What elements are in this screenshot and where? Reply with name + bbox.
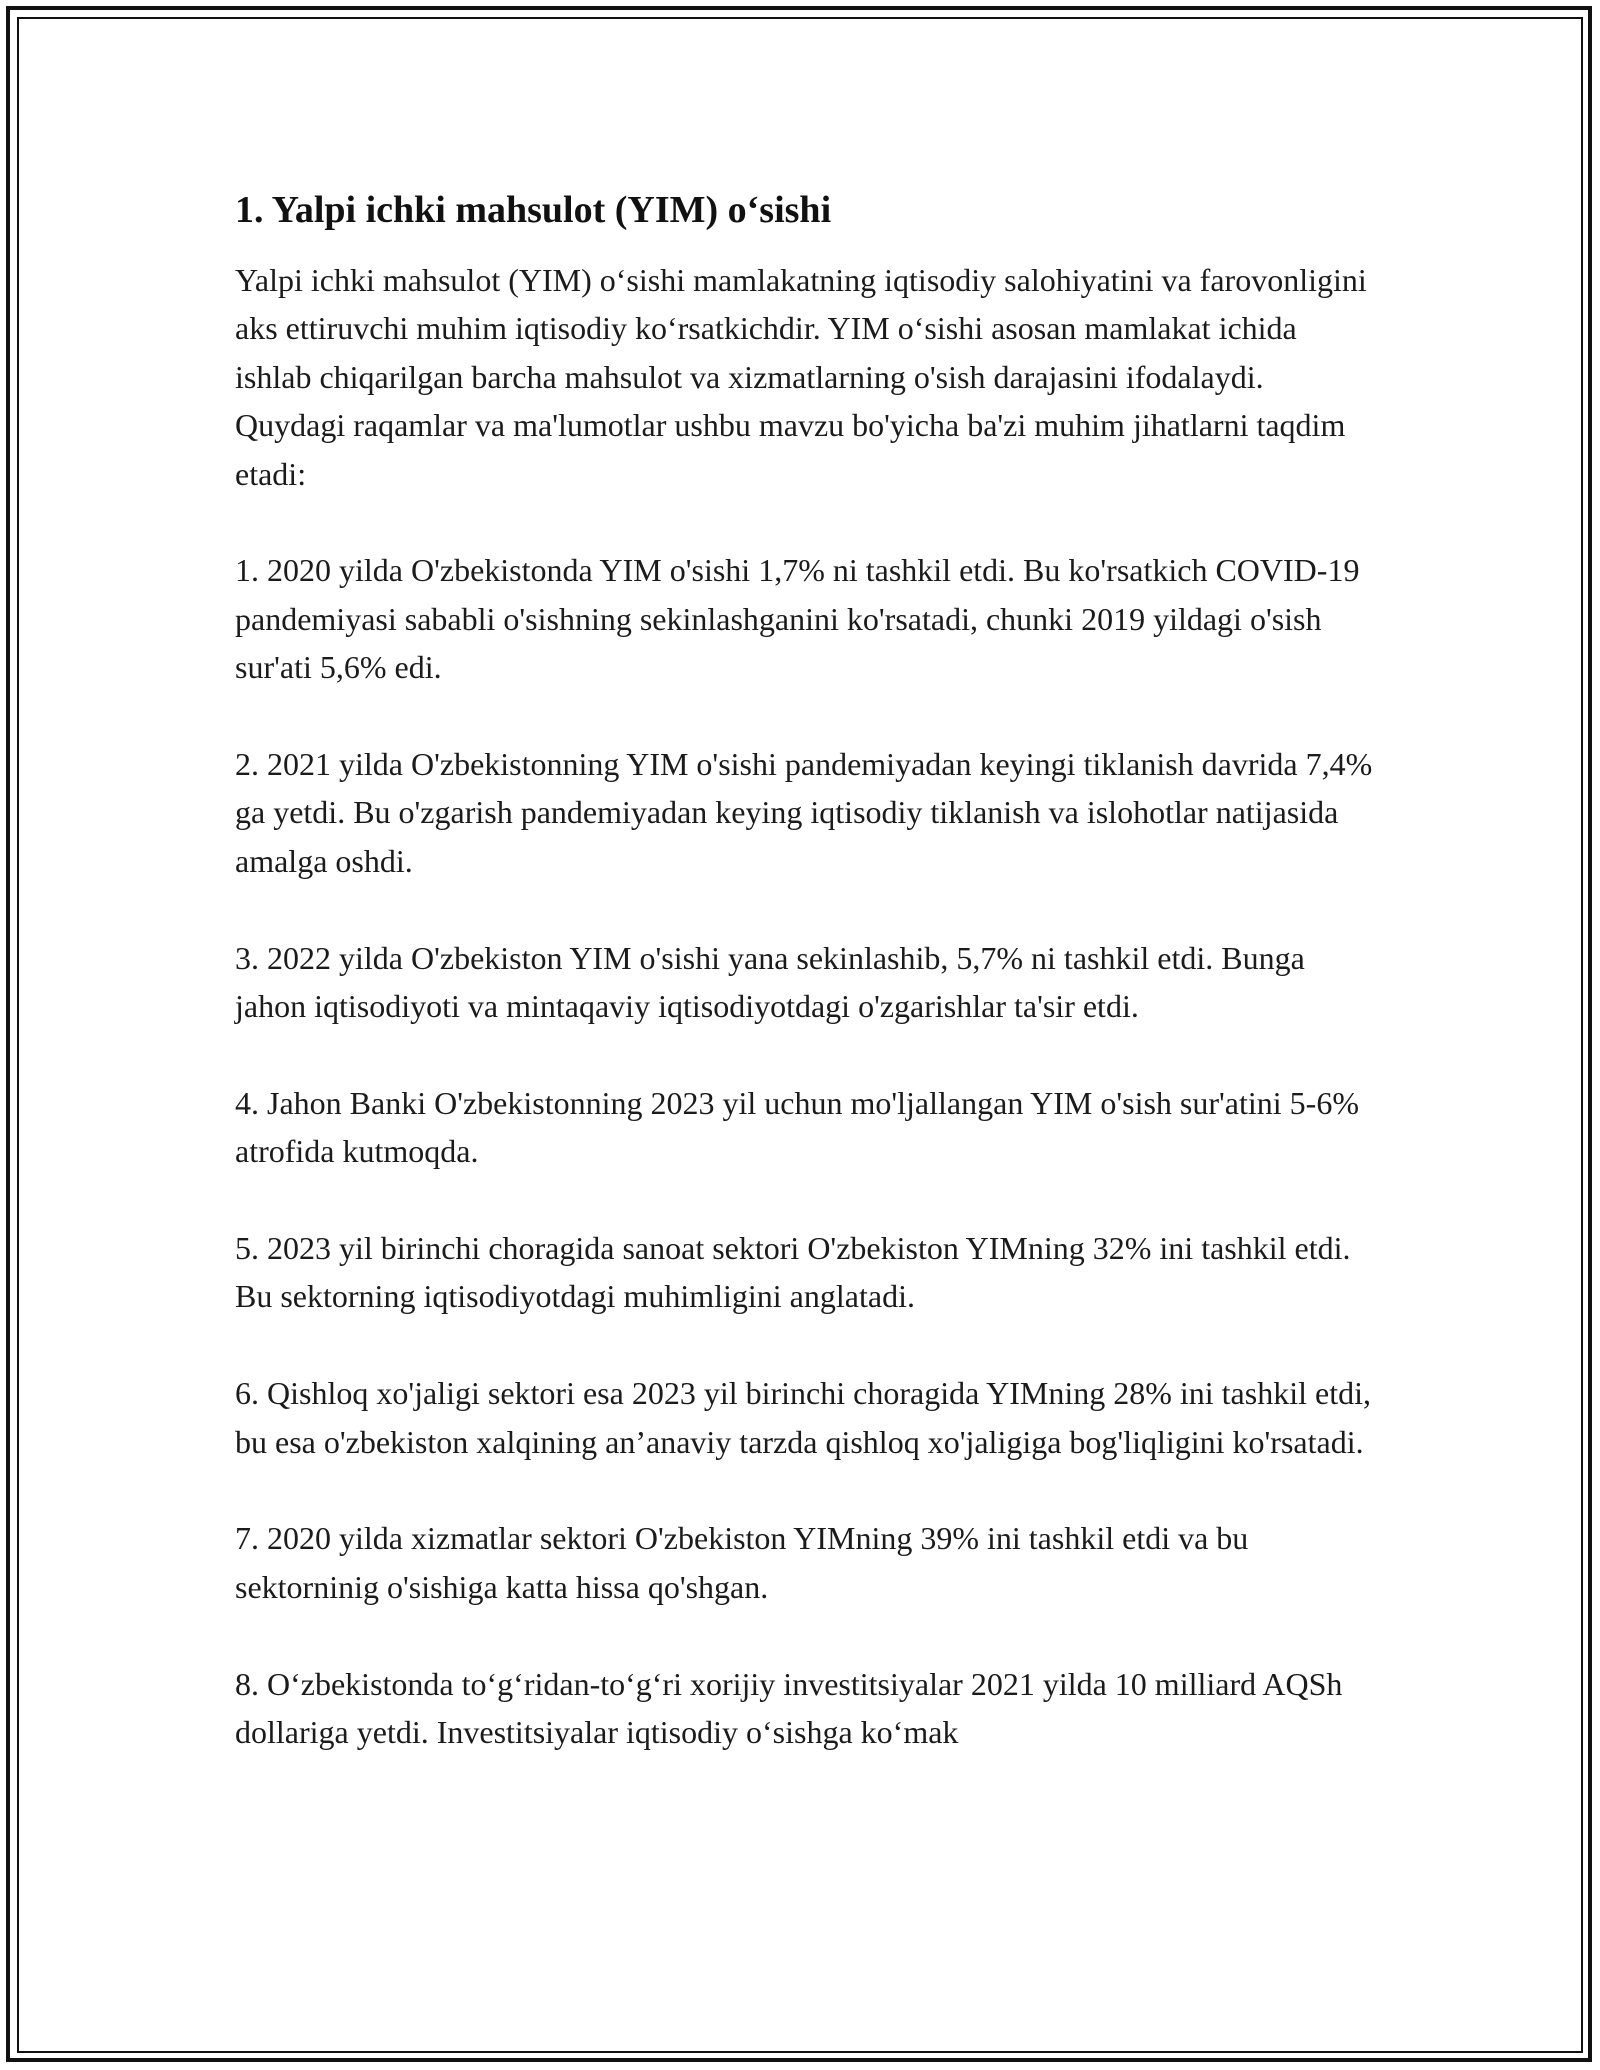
section-heading: 1. Yalpi ichki mahsulot (YIM) oʻsishi bbox=[235, 189, 832, 231]
list-item-8: 8. Oʻzbekistonda toʻgʻridan-toʻgʻri xorijiy investitsiyalar 2021 yilda 10 milliard AQSh dollariga yetdi. Investitsiyalar iqtisodiy oʻsishga koʻmak bbox=[235, 1665, 1343, 1751]
list-item-4: 4. Jahon Banki O'zbekistonning 2023 yil uchun mo'ljallangan YIM o'sish sur'atini 5-6% atrofida kutmoqda. bbox=[235, 1084, 1359, 1170]
list-item-7: 7. 2020 yilda xizmatlar sektori O'zbekiston YIMning 39% ini tashkil etdi va bu sektorninig o'sishiga katta hissa qo'shgan. bbox=[235, 1520, 1249, 1605]
document-body bbox=[235, 186, 1375, 1756]
list-item-1: 1. 2020 yilda O'zbekistonda YIM o'sishi 1,7% ni tashkil etdi. Bu ko'rsatkich COVID-19 pandemiyasi sababli o'sishning sekinlashganini ko'rsatadi, chunki 2019 yildagi o'sish sur'ati 5,6% edi. bbox=[235, 552, 1360, 686]
list-item-5: 5. 2023 yil birinchi choragida sanoat sektori O'zbekiston YIMning 32% ini tashkil etdi. Bu sektorning iqtisodiyotdagi muhimligini anglatadi. bbox=[235, 1230, 1351, 1315]
list-item-6: 6. Qishloq xo'jaligi sektori esa 2023 yil birinchi choragida YIMning 28% ini tashkil etdi, bu esa o'zbekiston xalqining an’anaviy tarzda qishloq xo'jaligiga bog'liqligini ko'rsatadi. bbox=[235, 1375, 1371, 1460]
list-item-3: 3. 2022 yilda O'zbekiston YIM o'sishi yana sekinlashib, 5,7% ni tashkil etdi. Bunga jahon iqtisodiyoti va mintaqaviy iqtisodiyotdagi o'zgarishlar ta'sir etdi. bbox=[235, 939, 1305, 1025]
intro-paragraph: Yalpi ichki mahsulot (YIM) oʻsishi mamlakatning iqtisodiy salohiyatini va farovonligini aks ettiruvchi muhim iqtisodiy koʻrsatkichdir. YIM oʻsishi asosan mamlakat ichida ishlab chiqarilgan barcha mahsulot va xizmatlarning o'sish darajasini ifodalaydi. Quydagi raqamlar va ma'lumotlar ushbu mavzu bo'yicha ba'zi muhim jihatlarni taqdim etadi: bbox=[235, 262, 1367, 492]
list-item-2: 2. 2021 yilda O'zbekistonning YIM o'sishi pandemiyadan keyingi tiklanish davrida 7,4% ga yetdi. Bu o'zgarish pandemiyadan keying iqtisodiy tiklanish va islohotlar natijasida amalga oshdi. bbox=[235, 746, 1373, 879]
